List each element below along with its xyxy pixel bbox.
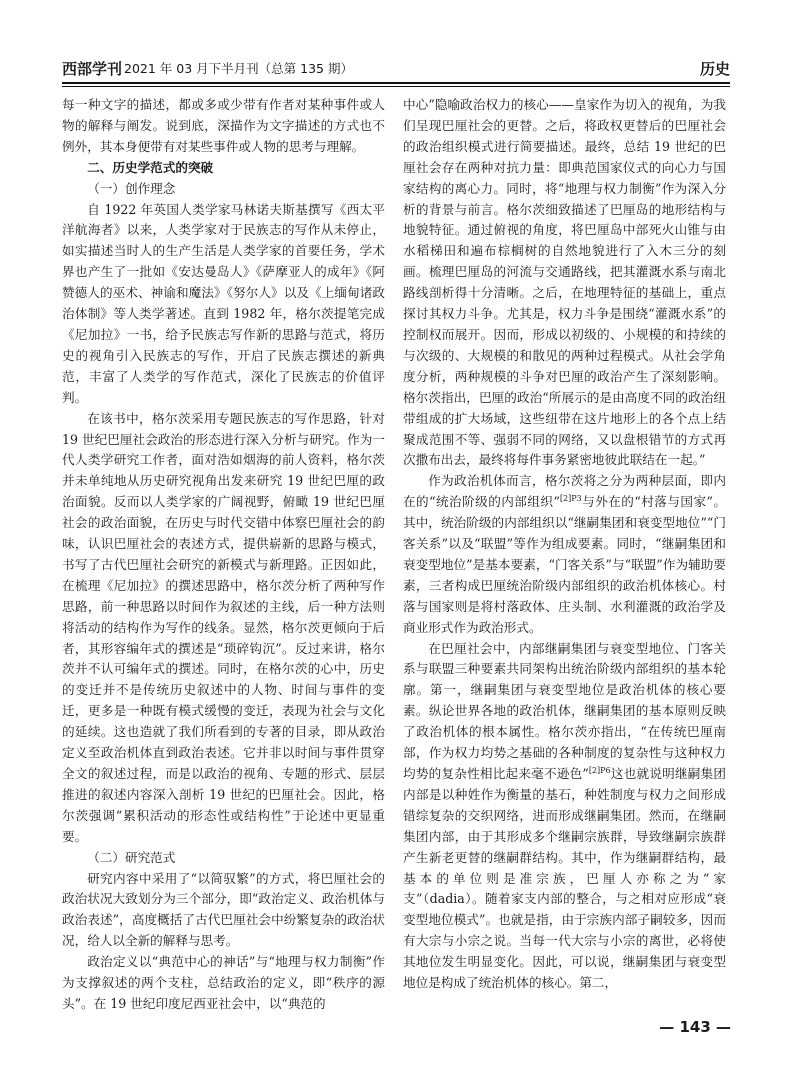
header-rule-thin xyxy=(62,86,730,87)
text-run: 在巴厘社会中，内部继嗣集团与衰变型地位、门客关系与联盟三种要素共同架构出统治阶级内部组织的基本轮廓。第一，继嗣集团与衰变型地位是政治机体的核心要素。纵论世界各地的政治机体，继嗣集团的基本原则反映了政治机体的根本属性。格尔茨亦指出，“在传统巴厘南部，作为权力均势之基础的各种制度的复杂性与这种权力均势的复杂性相比起来毫不逊色” xyxy=(403,640,726,781)
paragraph: 研究内容中采用了“以简驭繁”的方式，将巴厘社会的政治状况大致划分为三个部分，即“政治定义、政治机体与政治表述”，高度概括了古代巴厘社会中纷繁复杂的政治状况，给人以全新的解释与思考。 xyxy=(62,870,385,949)
header-rule-thick xyxy=(62,82,730,84)
text-run: 这也就说明继嗣集团内部是以种姓作为衡量的基石，种姓制度与权力之间形成错综复杂的交织网络，进而形成继嗣集团。然而，在继嗣集团内部，由于其形成多个继嗣宗族群，导致继嗣宗族群产生新老更替的继嗣群结构。其中，作为继嗣群结构，最基本的单位则是准宗族，巴厘人亦称之为“家支”（dadia）。随着家支内部的整合，与之相对应形成“衰变型地位模式”。也就是指，由于宗族内部子嗣较多，因而有大宗与小宗之说。当每一代大宗与小宗的离世，必将使其地位发生明显变化。因此，可以说，继嗣集团与衰变型地位是构成了统治机体的核心。第二， xyxy=(403,766,726,991)
paragraph: 在该书中，格尔茨采用专题民族志的写作思路，针对 19 世纪巴厘社会政治的形态进行深入分析与研究。作为一代人类学研究工作者，面对浩如烟海的前人资料，格尔茨并未单纯地从历史研究视角出发来研究 19 世纪巴厘的政治面貌。反而以人类学家的广阔视野，俯瞰 19 世纪巴厘社会的政治面貌，在历史与时代交错中体察巴厘社会的韵味，认识巴厘社会的表述方式，提供崭新的思路与模式，书写了古代巴厘社会研究的新模式与新理路。正因如此，在梳理《尼加拉》的撰述思路中，格尔茨分析了两种写作思路，前一种思路以时间作为叙述的主线，后一种方法则将活动的结构作为写作的线条。显然，格尔茨更倾向于后者，其形容编年式的撰述是“琐碎钩沉”。反过来讲，格尔茨并不认可编年式的撰述。同时，在格尔茨的心中，历史的变迁并不是传统历史叙述中的人物、时间与事件的变迁，更多是一种既有模式缓慢的变迁，表现为社会与文化的延续。这也造就了我们所看到的专著的目录，即从政治定义至政治机体直到政治表述。它并非以时间与事件贯穿全文的叙述过程，而是以政治的视角、专题的形式、层层推进的叙述内容深入剖析 19 世纪的巴厘社会。因此，格尔茨强调“累积活动的形态性或结构性”于论述中更显重要。 xyxy=(62,410,385,844)
text-run: 作为政治机体而言，格尔茨将之分为两种层面，即内在的“统治阶级的内部组织” xyxy=(403,473,726,510)
left-column xyxy=(62,95,385,1015)
paragraph: 中心”隐喻政治权力的核心——皇家作为切入的视角，为我们呈现巴厘社会的更替。之后，将政权更替后的巴厘社会的政治组织模式进行简要描述。最终，总结 19 世纪的巴厘社会存在两种对抗力量：即典范国家仪式的向心力与国家结构的离心力。同时，将“地理与权力制衡”作为深入分析的背景与前言。格尔茨细致描述了巴厘岛的地形结构与地貌特征。通过俯视的角度，将巴厘岛中部死火山锥与由水稻梯田和遍布棕榈树的自然地貌进行了入木三分的刻画。梳理巴厘岛的河流与交通路线，把其灌溉水系与南北路线剖析得十分清晰。之后，在地理特征的基础上，重点探讨其权力斗争。尤其是，权力斗争是围绕“灌溉水系”的控制权而展开。因而，形成以初级的、小规模的和持续的与次级的、大规模的和散见的两种过程模式。从社会学角度分析，两种规模的斗争对巴厘的政治产生了深刻影响。格尔茨指出，巴厘的政治“所展示的是由高度不同的政治纽带组成的扩大场域，这些纽带在这片地形上的各个点上结聚成范围不等、强弱不同的网络，又以盘根错节的方式再次撒布出去，最终将每件事务紧密地彼此联结在一起。” xyxy=(403,97,726,468)
text-run: 与外在的“村落与国家”。其中，统治阶级的内部组织以“继嗣集团和衰变型地位”“门客关系”以及“联盟”等作为组成要素。同时，“继嗣集团和衰变型地位”是基本要素，“门客关系”与“联盟”作为辅助要素，三者构成巴厘统治阶级内部组织的政治机体核心。村落与国家则是将村落政体、庄头制、水利灌溉的政治学及商业形式作为政治形式。 xyxy=(403,494,726,635)
paragraph: 自 1922 年英国人类学家马林诺夫斯基撰写《西太平洋航海者》以来，人类学家对于民族志的写作从未停止，如实描述当时人的生产生活是人类学家的首要任务，学术界也产生了一批如《安达曼岛人》《萨摩亚人的成年》《阿赞德人的巫术、神谕和魔法》《努尔人》以及《上缅甸诸政治体制》等人类学著述。直到 1982 年，格尔茨提笔完成《尼加拉》一书，给予民族志写作新的思路与范式，将历史的视角引入民族志的写作，开启了民族志撰述的新典范，丰富了人类学的写作范式，深化了民族志的价值评判。 xyxy=(62,201,385,405)
section-heading: 二、历史学范式的突破 xyxy=(87,159,214,175)
subsection-heading: （二）研究范式 xyxy=(87,849,176,865)
citation: [2]P3 xyxy=(559,494,582,504)
page-header xyxy=(62,58,730,80)
paragraph: 每一种文字的描述，都或多或少带有作者对某种事件或人物的解释与阐发。说到底，深描作为文字描述的方式也不例外，其本身便带有对某些事件或人物的思考与理解。 xyxy=(62,97,385,154)
page-number: — 143 — xyxy=(659,1018,731,1036)
paragraph xyxy=(403,471,726,638)
right-column xyxy=(403,95,726,994)
section-label: 历史 xyxy=(699,60,730,78)
journal-logo: 西部学刊 xyxy=(62,60,123,78)
subsection-heading: （一）创作理念 xyxy=(87,180,176,196)
paragraph: 政治定义以“典范中心的神话”与“地理与权力制衡”作为支撑叙述的两个支柱，总结政治的定义，即“秩序的源头”。在 19 世纪印度尼西亚社会中，以“典范的 xyxy=(62,954,385,1011)
issue-info: 2021 年 03 月下半月刊（总第 135 期） xyxy=(124,61,353,76)
paragraph xyxy=(403,639,726,994)
citation: [2]P6 xyxy=(588,765,611,775)
